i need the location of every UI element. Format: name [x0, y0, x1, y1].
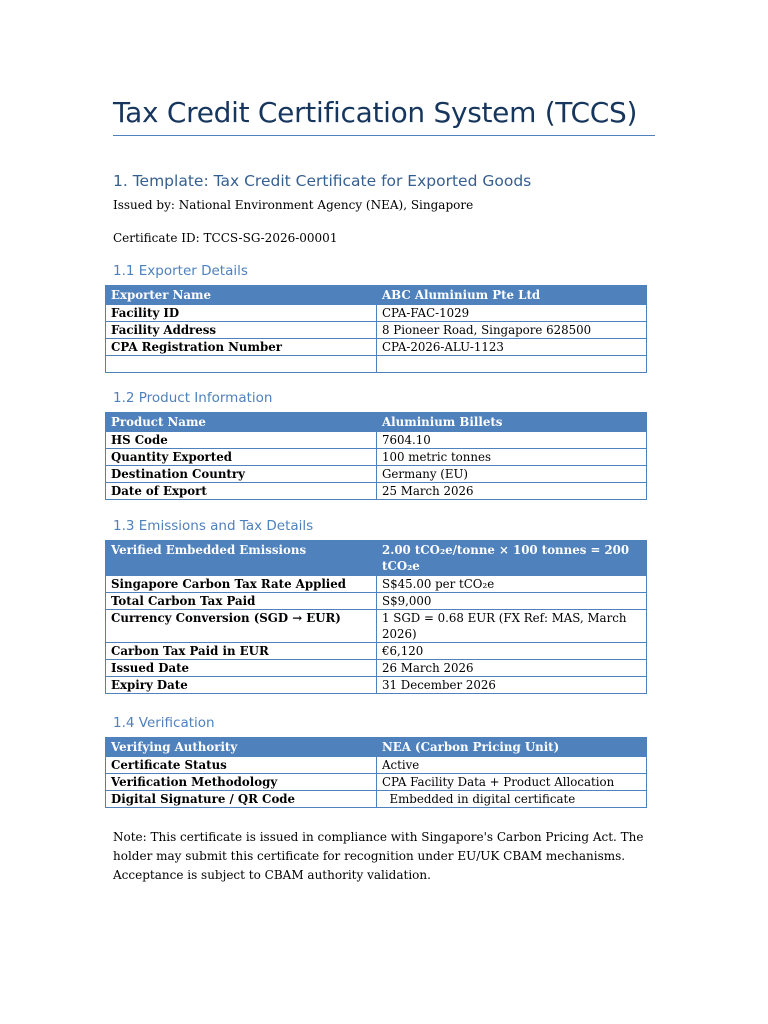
table-row	[106, 593, 647, 610]
empty-table-row	[106, 356, 647, 373]
row-label: Digital Signature / QR Code	[106, 791, 377, 808]
product-information-heading: 1.2 Product Information	[113, 390, 273, 406]
table-header-row	[106, 738, 647, 757]
table-row	[106, 322, 647, 339]
verification-heading: 1.4 Verification	[113, 715, 215, 731]
table-row	[106, 576, 647, 593]
row-value: 26 March 2026	[377, 660, 647, 677]
header-value: NEA (Carbon Pricing Unit)	[377, 738, 647, 757]
product-information-table	[105, 412, 647, 500]
row-label: Issued Date	[106, 660, 377, 677]
exporter-details-heading: 1.1 Exporter Details	[113, 263, 248, 279]
document-title: Tax Credit Certification System (TCCS)	[113, 96, 655, 136]
header-value: ABC Aluminium Pte Ltd	[377, 286, 647, 305]
exporter-details-table	[105, 285, 647, 373]
table-row	[106, 449, 647, 466]
row-label: Singapore Carbon Tax Rate Applied	[106, 576, 377, 593]
row-label: CPA Registration Number	[106, 339, 377, 356]
row-label: Total Carbon Tax Paid	[106, 593, 377, 610]
row-label: Facility ID	[106, 305, 377, 322]
row-value: CPA-FAC-1029	[377, 305, 647, 322]
empty-cell	[106, 356, 377, 373]
compliance-note	[113, 828, 653, 885]
header-label: Verifying Authority	[106, 738, 377, 757]
row-value: CPA-2026-ALU-1123	[377, 339, 647, 356]
note-line: Note: This certificate is issued in compliance with Singapore's Carbon Pricing Act. The	[113, 830, 644, 844]
header-label: Exporter Name	[106, 286, 377, 305]
certificate-id-text: Certificate ID: TCCS-SG-2026-00001	[113, 231, 338, 245]
table-row	[106, 660, 647, 677]
row-value: CPA Facility Data + Product Allocation	[377, 774, 647, 791]
table-header-row	[106, 541, 647, 576]
row-value: Embedded in digital certificate	[377, 791, 647, 808]
table-row	[106, 643, 647, 660]
row-label: Quantity Exported	[106, 449, 377, 466]
table-row	[106, 339, 647, 356]
table-row	[106, 677, 647, 694]
table-header-row	[106, 286, 647, 305]
table-row	[106, 757, 647, 774]
header-value: Aluminium Billets	[377, 413, 647, 432]
header-label: Verified Embedded Emissions	[106, 541, 377, 576]
note-line: holder may submit this certificate for recognition under EU/UK CBAM mechanisms.	[113, 849, 626, 863]
row-label: Verification Methodology	[106, 774, 377, 791]
table-row	[106, 432, 647, 449]
row-value: Active	[377, 757, 647, 774]
note-line: Acceptance is subject to CBAM authority validation.	[113, 868, 431, 882]
header-value: 2.00 tCO₂e/tonne × 100 tonnes = 200 tCO₂e	[377, 541, 647, 576]
row-label: Date of Export	[106, 483, 377, 500]
row-value: Germany (EU)	[377, 466, 647, 483]
row-label: Expiry Date	[106, 677, 377, 694]
section-heading: 1. Template: Tax Credit Certificate for Exported Goods	[113, 172, 532, 190]
table-row	[106, 483, 647, 500]
emissions-tax-heading: 1.3 Emissions and Tax Details	[113, 518, 314, 534]
row-label: Currency Conversion (SGD → EUR)	[106, 610, 377, 643]
row-value: €6,120	[377, 643, 647, 660]
table-row	[106, 610, 647, 643]
table-row	[106, 305, 647, 322]
row-value: S$9,000	[377, 593, 647, 610]
verification-table	[105, 737, 647, 808]
row-value: 31 December 2026	[377, 677, 647, 694]
empty-cell	[377, 356, 647, 373]
row-label: Carbon Tax Paid in EUR	[106, 643, 377, 660]
table-row	[106, 466, 647, 483]
row-value: 1 SGD = 0.68 EUR (FX Ref: MAS, March 2026)	[377, 610, 647, 643]
table-header-row	[106, 413, 647, 432]
row-label: Certificate Status	[106, 757, 377, 774]
header-label: Product Name	[106, 413, 377, 432]
table-row	[106, 774, 647, 791]
row-label: Destination Country	[106, 466, 377, 483]
issued-by-text: Issued by: National Environment Agency (NEA), Singapore	[113, 198, 474, 212]
row-value: 7604.10	[377, 432, 647, 449]
row-label: Facility Address	[106, 322, 377, 339]
row-label: HS Code	[106, 432, 377, 449]
emissions-tax-table	[105, 540, 647, 694]
row-value: 8 Pioneer Road, Singapore 628500	[377, 322, 647, 339]
row-value: 25 March 2026	[377, 483, 647, 500]
row-value: 100 metric tonnes	[377, 449, 647, 466]
table-row	[106, 791, 647, 808]
row-value: S$45.00 per tCO₂e	[377, 576, 647, 593]
